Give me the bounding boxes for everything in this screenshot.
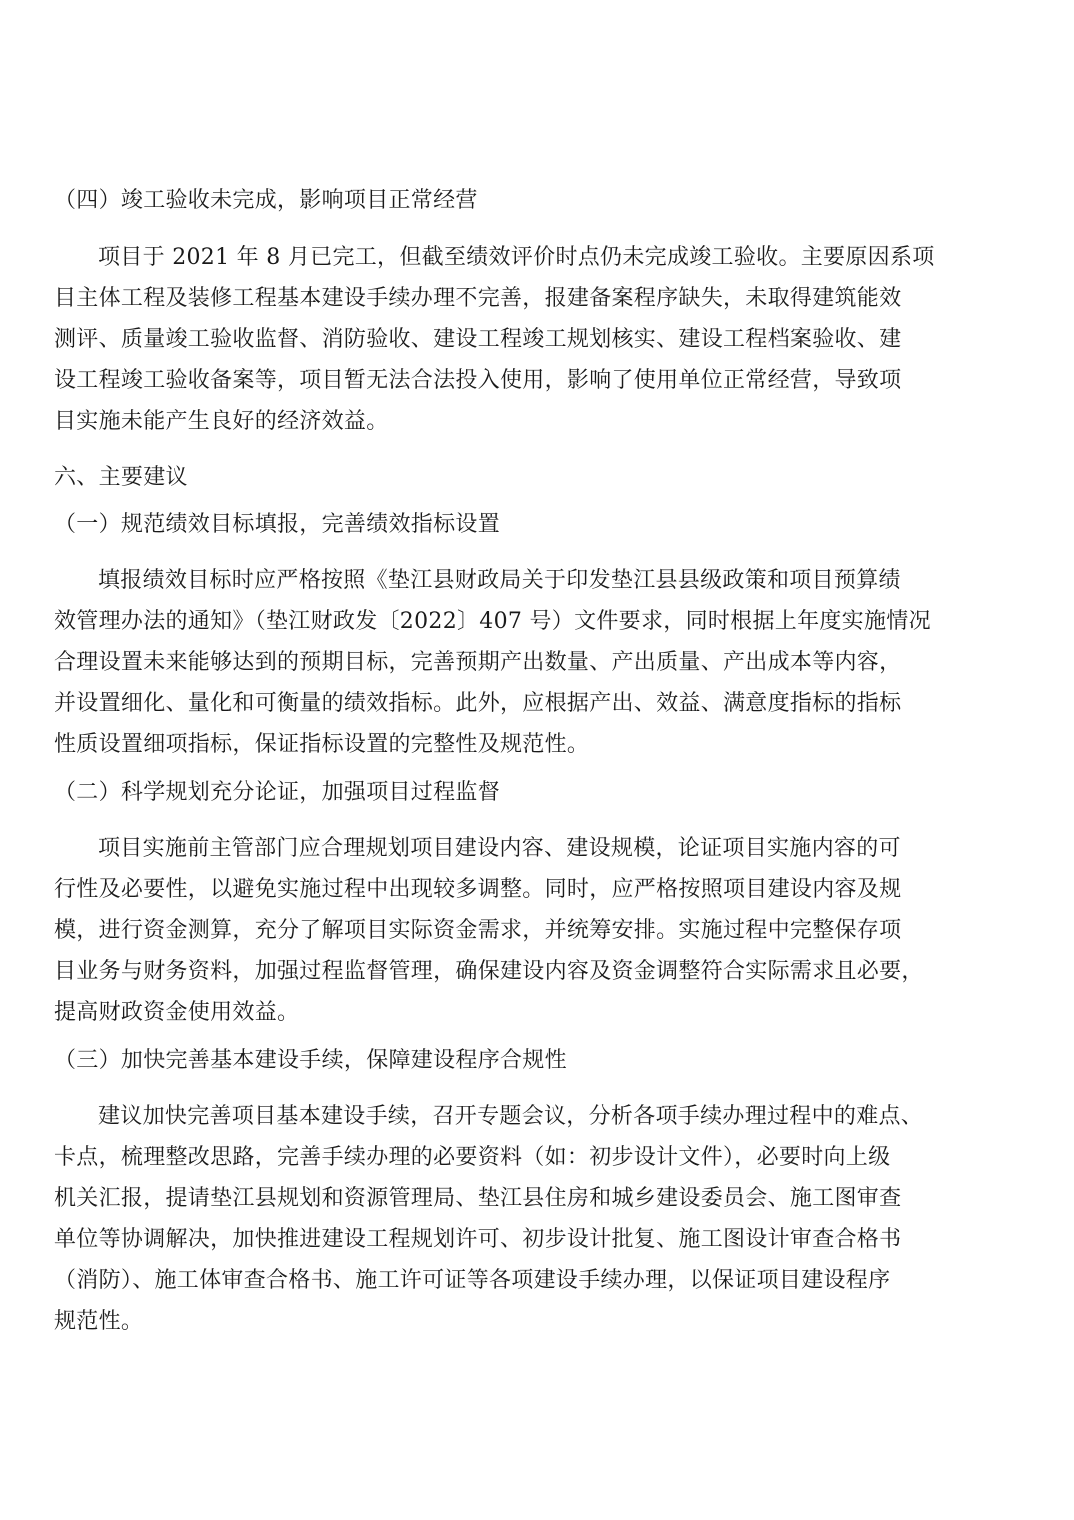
- recommendation-3-paragraph-line: 机关汇报，提请垫江县规划和资源管理局、垫江县住房和城乡建设委员会、施工图审查: [54, 1186, 902, 1211]
- chapter-6-heading: 六、主要建议: [54, 465, 188, 490]
- recommendation-1-paragraph-line: 性质设置细项指标，保证指标设置的完整性及规范性。: [54, 732, 590, 757]
- section-4-paragraph-line: 目主体工程及装修工程基本建设手续办理不完善，报建备案程序缺失，未取得建筑能效: [54, 286, 902, 311]
- recommendation-2-paragraph-line: 提高财政资金使用效益。: [54, 1000, 300, 1025]
- section-4-paragraph-line: 目实施未能产生良好的经济效益。: [54, 409, 389, 434]
- recommendation-1-paragraph-line: 合理设置未来能够达到的预期目标，完善预期产出数量、产出质量、产出成本等内容，: [54, 650, 902, 675]
- recommendation-1-paragraph-line: 效管理办法的通知》（垫江财政发〔2022〕407 号）文件要求，同时根据上年度实施情况: [54, 609, 931, 634]
- recommendation-1-heading: （一）规范绩效目标填报，完善绩效指标设置: [54, 512, 501, 537]
- recommendation-3-paragraph-line: （消防）、施工体审查合格书、施工许可证等各项建设手续办理，以保证项目建设程序: [54, 1268, 891, 1293]
- recommendation-3-paragraph-line: 卡点，梳理整改思路，完善手续办理的必要资料（如：初步设计文件），必要时向上级: [54, 1145, 891, 1170]
- section-4-heading: （四）竣工验收未完成，影响项目正常经营: [54, 188, 478, 213]
- section-4-paragraph-line: 设工程竣工验收备案等，项目暂无法合法投入使用，影响了使用单位正常经营，导致项: [54, 368, 902, 393]
- section-4-paragraph-line: 项目于 2021 年 8 月已完工，但截至绩效评价时点仍未完成竣工验收。主要原因系项: [98, 245, 935, 270]
- recommendation-1-paragraph-line: 并设置细化、量化和可衡量的绩效指标。此外，应根据产出、效益、满意度指标的指标: [54, 691, 902, 716]
- recommendation-1-paragraph-line: 填报绩效目标时应严格按照《垫江县财政局关于印发垫江县县级政策和项目预算绩: [98, 568, 901, 593]
- recommendation-2-heading: （二）科学规划充分论证，加强项目过程监督: [54, 780, 501, 805]
- recommendation-2-paragraph-line: 行性及必要性，以避免实施过程中出现较多调整。同时，应严格按照项目建设内容及规: [54, 877, 902, 902]
- recommendation-3-paragraph-line: 单位等协调解决，加快推进建设工程规划许可、初步设计批复、施工图设计审查合格书: [54, 1227, 902, 1252]
- recommendation-2-paragraph-line: 目业务与财务资料，加强过程监督管理，确保建设内容及资金调整符合实际需求且必要，: [54, 959, 924, 984]
- recommendation-2-paragraph-line: 项目实施前主管部门应合理规划项目建设内容、建设规模，论证项目实施内容的可: [98, 836, 901, 861]
- section-4-paragraph-line: 测评、质量竣工验收监督、消防验收、建设工程竣工规划核实、建设工程档案验收、建: [54, 327, 902, 352]
- recommendation-3-heading: （三）加快完善基本建设手续，保障建设程序合规性: [54, 1048, 567, 1073]
- recommendation-3-paragraph-line: 规范性。: [54, 1309, 144, 1334]
- recommendation-2-paragraph-line: 模，进行资金测算，充分了解项目实际资金需求，并统筹安排。实施过程中完整保存项: [54, 918, 902, 943]
- recommendation-3-paragraph-line: 建议加快完善项目基本建设手续，召开专题会议，分析各项手续办理过程中的难点、: [98, 1104, 924, 1129]
